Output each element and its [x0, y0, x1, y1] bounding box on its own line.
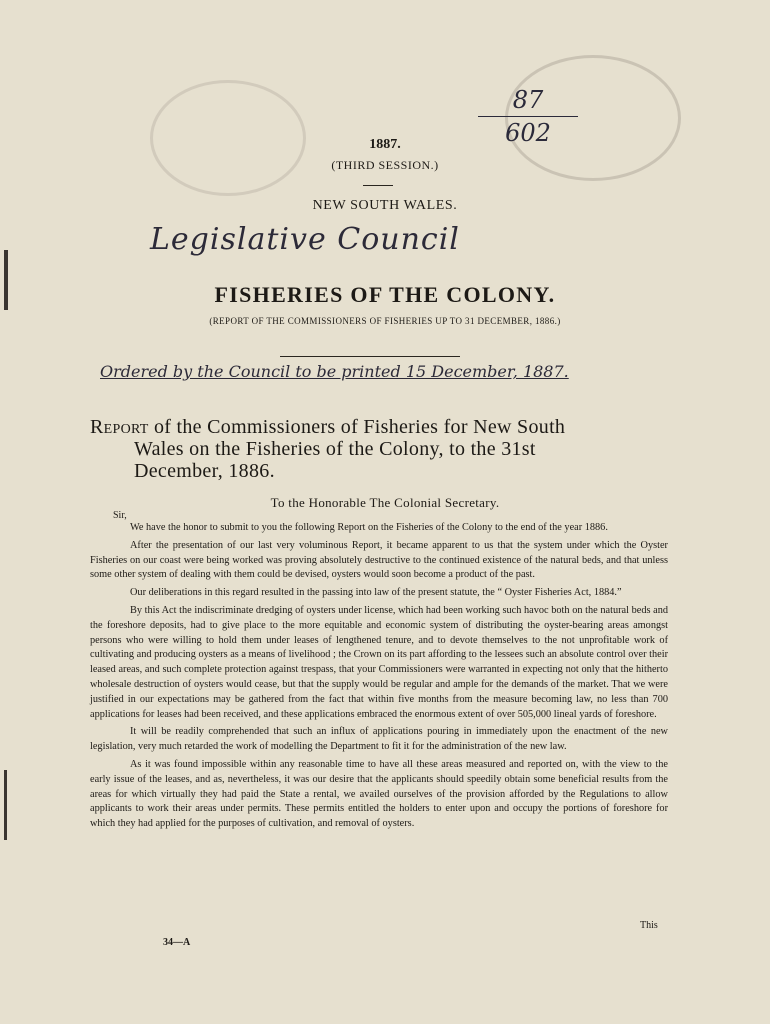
paragraph: By this Act the indiscriminate dredging of oysters under license, which had been working such havoc both on the natural beds and the foreshore deposits, had to give place to the more equitable and economic system of distributing the oyster-bearing areas amongst persons who were willing to hold them under leases of lengthened tenure, and to devote themselves to the not unprofitable work of cultivating and producing oysters as a means of livelihood ; the Crown on its part affording to the lessees such an absolute control over their leased areas, and such complete protection against trespass, that your Commissioners were warranted in expecting not only that the hitherto wholesale destruction of oysters would cease, but that the supply would be regular and ample for the demands of the market. That we were justified in our expectations may be gathered from the fact that within five months from the measure becoming law, no less than 700 applications for leases had been received, and these applications embraced the enormous extent of over 505,000 lineal yards of foreshore.	[90, 604, 668, 720]
report-heading-line3: December, 1886.	[134, 460, 275, 482]
paragraph: Our deliberations in this regard resulted in the passing into law of the present statute, the “ Oyster Fisheries Act, 1884.”	[130, 587, 622, 599]
document-title: FISHERIES OF THE COLONY.	[214, 282, 556, 307]
binding-mark	[4, 770, 7, 840]
reference-number-top: 87	[478, 86, 578, 117]
paragraph: After the presentation of our last very voluminous Report, it became apparent to us that the system under which the Oyster Fisheries on our coast were being worked was proving absolutely destructive to the continued existence of the natural beds, and that unless some other system of dealing with them could be devised, oysters would soon become a product of the past.	[90, 539, 668, 581]
paragraph: We have the honor to submit to you the following Report on the Fisheries of the Colony to the end of the year 1886.	[130, 522, 608, 533]
jurisdiction: NEW SOUTH WALES.	[312, 198, 458, 213]
ordered-handwritten: Ordered by the Council to be printed 15 December, 1887.	[100, 362, 569, 381]
divider	[363, 185, 393, 186]
salutation: Sir,	[113, 510, 127, 521]
report-heading	[90, 416, 680, 482]
paragraph: As it was found impossible within any reasonable time to have all these areas measured and reported on, with the view to the early issue of the leases, and as, nevertheless, it was our desire that the applicants should speedily obtain some beneficial results from the areas for which virtually they had paid the State a rental, we availed ourselves of the provision afforded by the Regulations to allow applicants to work their areas under permits. These permits entitled the holders to enter upon and occupy the portions of foreshore for which they had applied for the purposes of cultivation, and removal of oysters.	[90, 758, 668, 830]
report-heading-line1: of the Commissioners of Fisheries for New South	[148, 416, 566, 438]
document-subtitle: (REPORT OF THE COMMISSIONERS OF FISHERIES UP TO 31 DECEMBER, 1886.)	[209, 316, 561, 326]
reference-number-bottom: 602	[505, 119, 551, 147]
report-heading-line2: Wales on the Fisheries of the Colony, to the 31st	[134, 438, 536, 460]
session-label: (THIRD SESSION.)	[331, 158, 439, 172]
paragraph: It will be readily comprehended that such an influx of applications pouring in immediately upon the enactment of the new legislation, very much retarded the work of modelling the Department to fit it for the administration of the new law.	[90, 726, 668, 753]
catchword: This	[640, 920, 658, 931]
report-heading-first-word: Report	[90, 416, 149, 438]
chamber-handwritten: Legislative Council	[150, 222, 460, 257]
addressee: To the Honorable The Colonial Secretary.	[270, 495, 500, 510]
divider	[280, 356, 460, 357]
report-body	[90, 521, 668, 835]
session-year: 1887.	[369, 137, 401, 152]
signature-mark: 34—A	[163, 937, 191, 948]
